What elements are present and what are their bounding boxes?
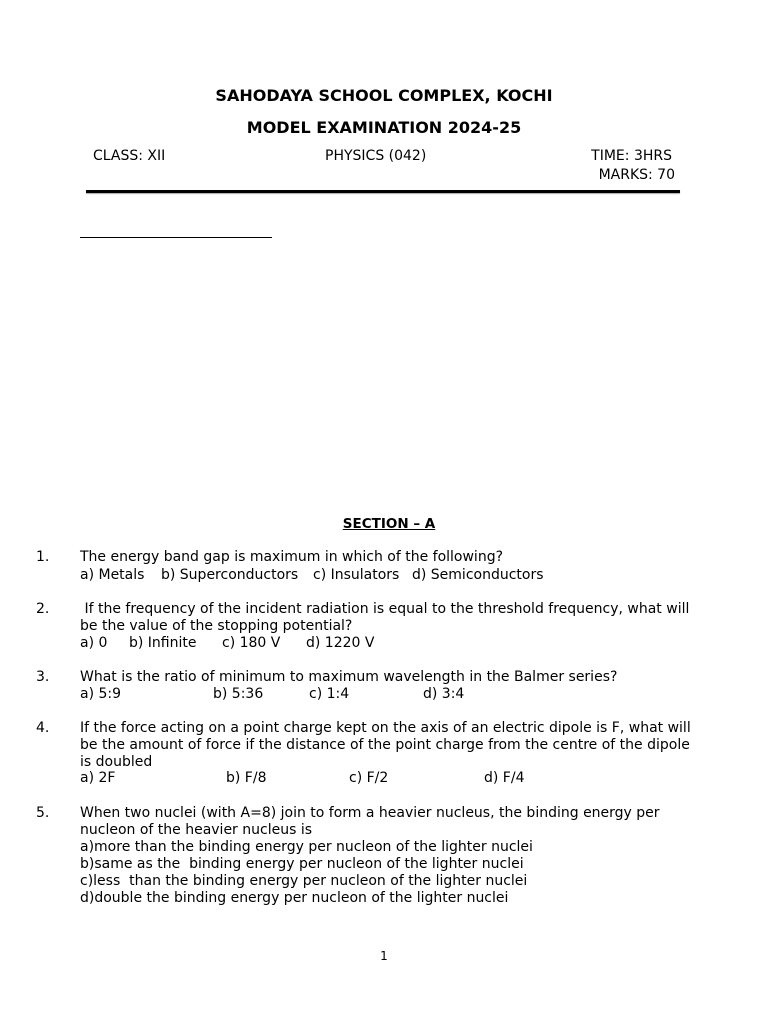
question-text: When two nuclei (with A=8) join to form a heavier nucleus, the binding energy per	[80, 805, 660, 821]
page-number: 1	[380, 949, 388, 963]
option: c) 180 V	[222, 635, 281, 651]
section-title: SECTION – A	[342, 516, 436, 532]
option: c)less than the binding energy per nucleon of the lighter nuclei	[80, 873, 528, 889]
short-rule	[80, 237, 272, 238]
option: d) Semiconductors	[412, 567, 544, 583]
option: a) 5:9	[80, 686, 122, 702]
question-text: If the frequency of the incident radiation is equal to the threshold frequency, what will	[80, 601, 690, 617]
option: b)same as the binding energy per nucleon of the lighter nuclei	[80, 856, 524, 872]
option: c) Insulators	[313, 567, 400, 583]
option: d) 1220 V	[306, 635, 375, 651]
exam-title: MODEL EXAMINATION 2024-25	[246, 118, 522, 137]
time-label: TIME: 3HRS	[591, 148, 672, 164]
question-number: 1.	[36, 549, 50, 565]
question-text: be the value of the stopping potential?	[80, 618, 353, 634]
question-text: be the amount of force if the distance of the point charge from the centre of the dipole	[80, 737, 690, 753]
option: a)more than the binding energy per nucleon of the lighter nuclei	[80, 839, 533, 855]
question-number: 2.	[36, 601, 50, 617]
option: b) Infinite	[129, 635, 197, 651]
option: b) 5:36	[213, 686, 264, 702]
header-divider	[86, 190, 680, 193]
option: b) Superconductors	[161, 567, 299, 583]
question-number: 4.	[36, 720, 50, 736]
option: a) 0	[80, 635, 108, 651]
question-text: If the force acting on a point charge kept on the axis of an electric dipole is F, what will	[80, 720, 691, 736]
question-number: 5.	[36, 805, 50, 821]
question-text: nucleon of the heavier nucleus is	[80, 822, 313, 838]
option: d) 3:4	[423, 686, 465, 702]
question-text: The energy band gap is maximum in which of the following?	[80, 549, 504, 565]
class-label: CLASS: XII	[93, 148, 166, 164]
option: c) F/2	[349, 770, 389, 786]
option: d) F/4	[484, 770, 525, 786]
option: a) 2F	[80, 770, 116, 786]
option: b) F/8	[226, 770, 267, 786]
option: a) Metals	[80, 567, 145, 583]
marks-label: MARKS: 70	[598, 167, 675, 183]
subject-label: PHYSICS (042)	[325, 148, 427, 164]
question-text: is doubled	[80, 754, 153, 770]
school-name: SAHODAYA SCHOOL COMPLEX, KOCHI	[215, 86, 553, 105]
question-text: What is the ratio of minimum to maximum wavelength in the Balmer series?	[80, 669, 618, 685]
option: c) 1:4	[309, 686, 350, 702]
question-number: 3.	[36, 669, 50, 685]
option: d)double the binding energy per nucleon of the lighter nuclei	[80, 890, 509, 906]
